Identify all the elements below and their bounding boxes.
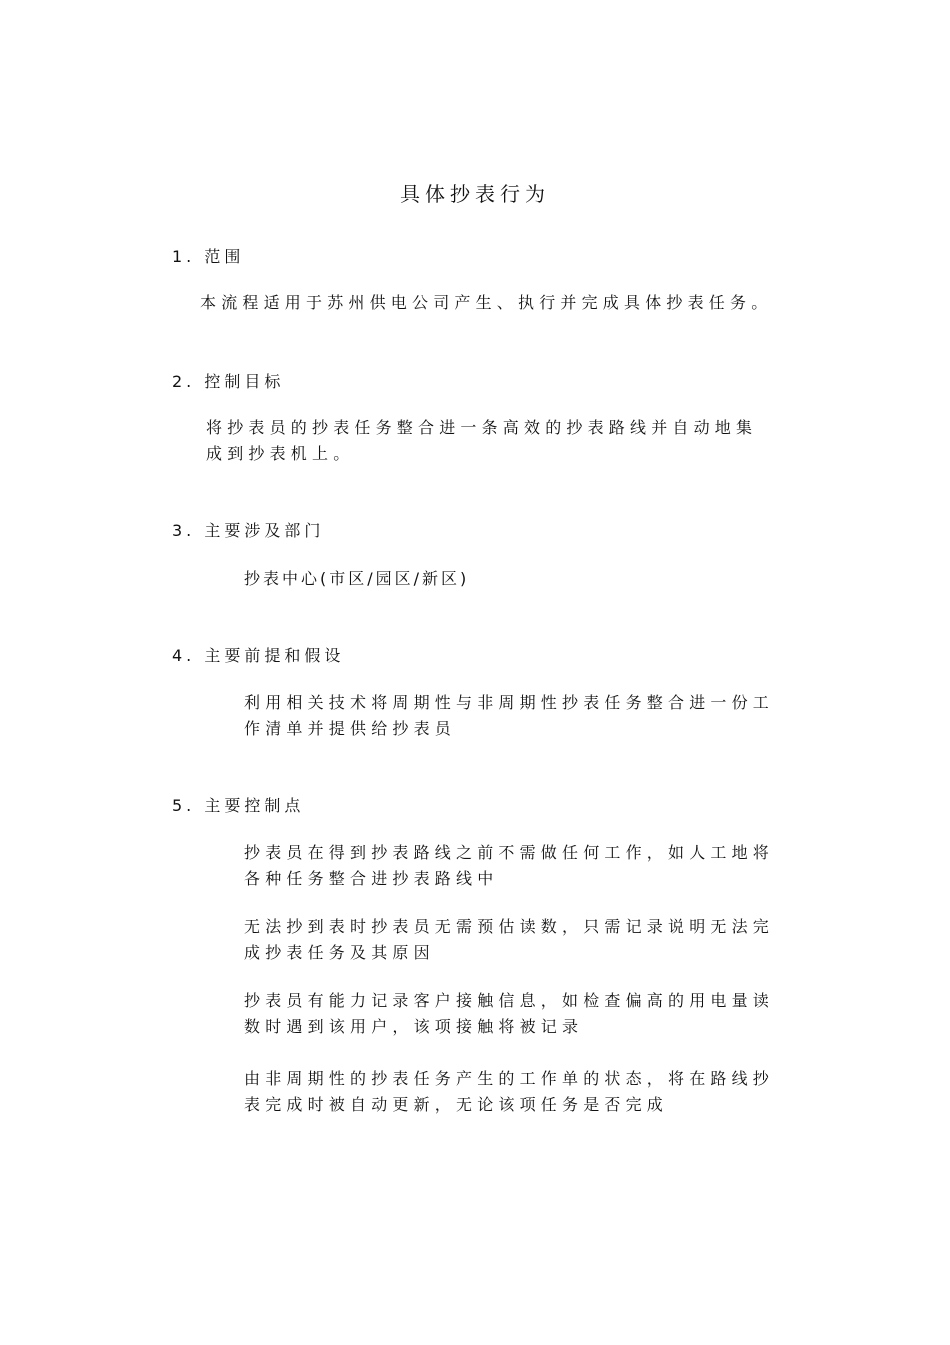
control-point-paragraph <box>244 1066 774 1118</box>
section-scope-paragraph <box>200 290 772 316</box>
control-point-paragraph <box>244 914 774 966</box>
section-departments-paragraph <box>244 566 469 592</box>
paragraph-line: 利用相关技术将周期性与非周期性抄表任务整合进一份工 <box>244 693 775 712</box>
paragraph-line: 成到抄表机上。 <box>206 444 355 463</box>
paragraph-line: 由非周期性的抄表任务产生的工作单的状态，将在路线抄 <box>244 1069 775 1088</box>
section-heading-assumptions: 4. 主要前提和假设 <box>172 646 345 665</box>
paragraph-line: 将抄表员的抄表任务整合进一条高效的抄表路线并自动地集 <box>206 418 758 437</box>
control-point-paragraph <box>244 988 774 1040</box>
paragraph-line: 各种任务整合进抄表路线中 <box>244 869 499 888</box>
paragraph-line: 数时遇到该用户，该项接触将被记录 <box>244 1017 584 1036</box>
section-heading-control-points: 5. 主要控制点 <box>172 796 305 815</box>
control-point-paragraph <box>244 840 774 892</box>
paragraph-line: 抄表员在得到抄表路线之前不需做任何工作，如人工地将 <box>244 843 775 862</box>
paragraph-line: 成抄表任务及其原因 <box>244 943 435 962</box>
section-assumptions-paragraph <box>244 690 774 742</box>
section-heading-control-goal: 2. 控制目标 <box>172 372 285 391</box>
section-heading-scope: 1. 范围 <box>172 247 245 266</box>
paragraph-line: 抄表中心(市区/园区/新区) <box>244 569 470 588</box>
section-heading-departments: 3. 主要涉及部门 <box>172 521 325 540</box>
paragraph-line: 本流程适用于苏州供电公司产生、执行并完成具体抄表任务。 <box>200 293 773 312</box>
document-title: 具体抄表行为 <box>400 182 550 206</box>
section-control-goal-paragraph <box>206 415 757 467</box>
paragraph-line: 表完成时被自动更新，无论该项任务是否完成 <box>244 1095 669 1114</box>
paragraph-line: 作清单并提供给抄表员 <box>244 719 457 738</box>
paragraph-line: 无法抄到表时抄表员无需预估读数，只需记录说明无法完 <box>244 917 775 936</box>
paragraph-line: 抄表员有能力记录客户接触信息，如检查偏高的用电量读 <box>244 991 775 1010</box>
